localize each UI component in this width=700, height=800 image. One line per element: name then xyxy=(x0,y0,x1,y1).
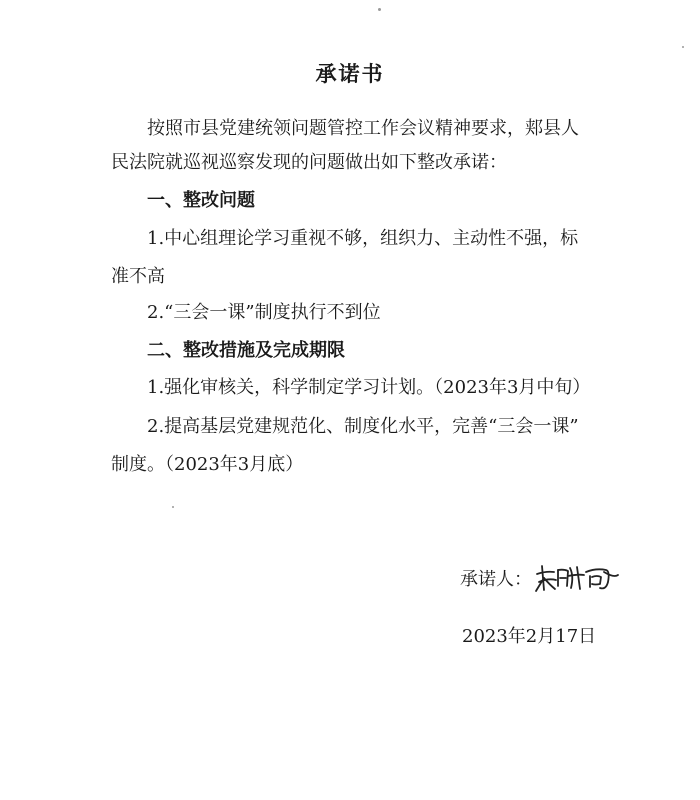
section1-item1-line1: 1.中心组理论学习重视不够，组织力、主动性不强，标 xyxy=(147,228,579,249)
signer-row xyxy=(460,562,620,594)
section2-heading: 二、整改措施及完成期限 xyxy=(147,340,345,361)
intro-line-2: 民法院就巡视巡察发现的问题做出如下整改承诺： xyxy=(111,152,507,173)
section2-item1: 1.强化审核关，科学制定学习计划。（2023年3月中旬） xyxy=(147,377,591,398)
handwritten-signature xyxy=(534,560,620,596)
scan-speck xyxy=(378,8,381,11)
intro-line-1: 按照市县党建统领问题管控工作会议精神要求，郏县人 xyxy=(147,118,579,139)
scan-speck xyxy=(682,46,684,48)
document-date: 2023年2月17日 xyxy=(462,626,597,647)
section2-item2-line1: 2.提高基层党建规范化、制度化水平，完善“三会一课” xyxy=(147,416,579,437)
document-title: 承诺书 xyxy=(315,62,385,86)
section1-heading: 一、整改问题 xyxy=(147,190,255,211)
scan-speck xyxy=(172,506,174,508)
section1-item1-line2: 准不高 xyxy=(111,266,165,287)
section1-item2: 2.“三会一课”制度执行不到位 xyxy=(147,302,381,323)
section2-item2-line2: 制度。（2023年3月底） xyxy=(111,454,304,475)
signer-label: 承诺人： xyxy=(460,569,532,590)
